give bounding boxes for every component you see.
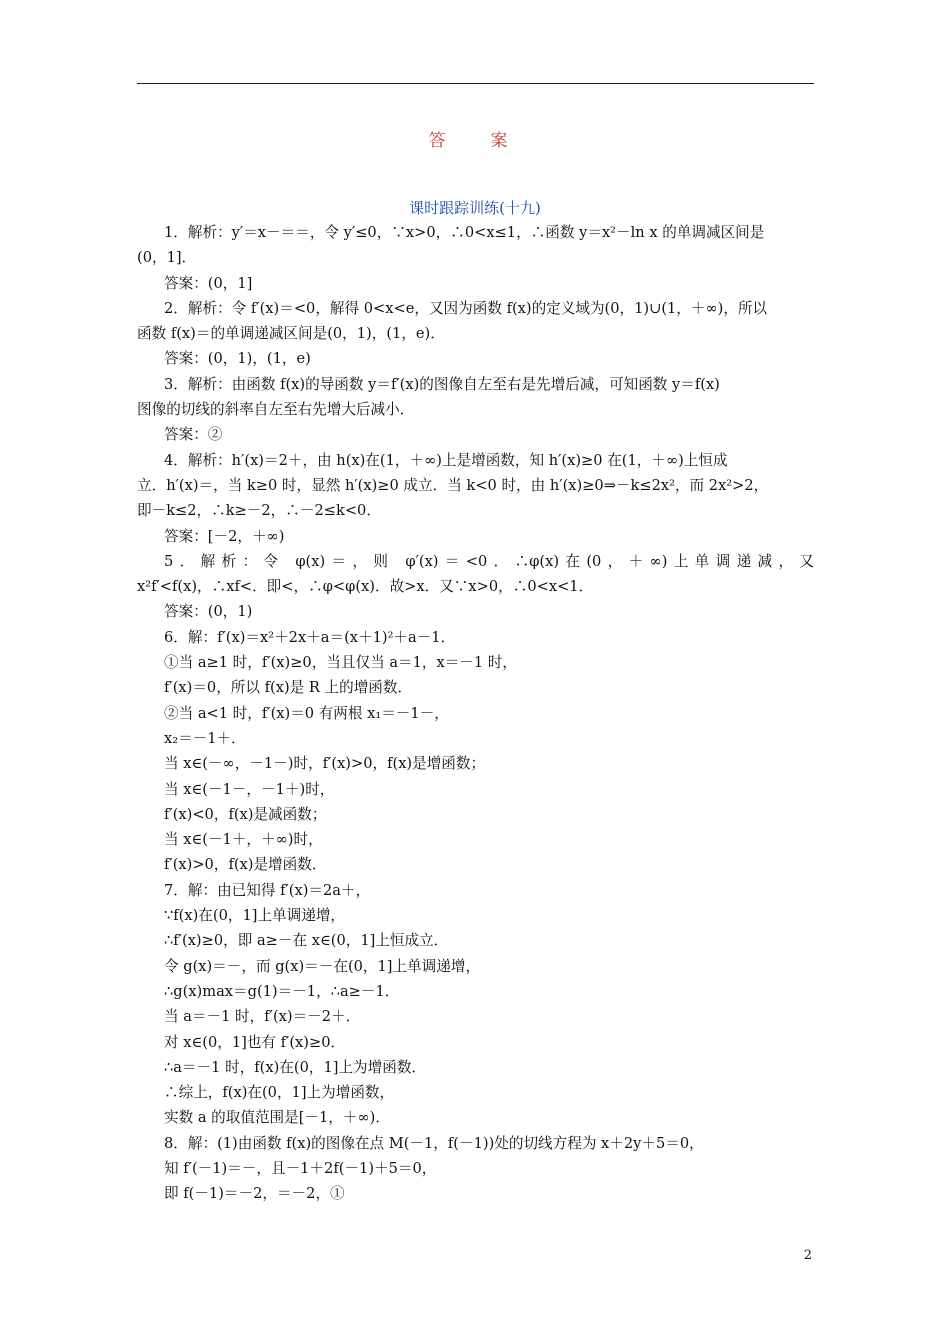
text-line: 函数 f(x)＝的单调递减区间是(0，1)，(1，e)． <box>137 325 445 343</box>
text-line: x₂＝－1＋． <box>164 729 246 747</box>
text-line: 立．h′(x)＝，当 k≥0 时，显然 h′(x)≥0 成立．当 k<0 时，由 h′(x)≥0⇒－k≤2x²，而 2x²>2， <box>137 476 769 494</box>
text-line: x²f′<f(x)，∴xf<．即<，∴φ<φ(x)．故>x．又∵x>0，∴0<x<1． <box>137 578 594 596</box>
text-line: 1．解析：y′＝x－＝＝，令 y′≤0，∵x>0，∴0<x≤1，∴函数 y＝x²－ln x 的单调减区间是 <box>164 224 765 241</box>
text-line: 7．解：由已知得 f′(x)＝2a＋， <box>164 881 371 899</box>
answer-body <box>137 220 814 1207</box>
text-line: ∴a＝－1 时，f(x)在(0，1]上为增函数． <box>164 1058 427 1076</box>
page-number: 2 <box>803 1248 812 1263</box>
text-line: f′(x)<0，f(x)是减函数； <box>164 805 327 823</box>
text-line: 8．解：(1)由函数 f(x)的图像在点 M(－1，f(－1))处的切线方程为 x＋2y＋5＝0， <box>164 1134 704 1152</box>
text-line: 答案：(0，1)，(1，e) <box>164 350 311 368</box>
text-line: 答案：(0，1] <box>164 274 253 292</box>
section-title: 课时跟踪训练(十九) <box>409 199 541 217</box>
header-rule <box>137 83 814 84</box>
text-line: 答案：(0，1) <box>164 603 253 621</box>
text-line: 对 x∈(0，1]也有 f′(x)≥0． <box>164 1033 346 1051</box>
text-line: 当 x∈(－1－，－1＋)时， <box>164 780 335 798</box>
text-line: 3．解析：由函数 f(x)的导函数 y＝f′(x)的图像自左至右是先增后减，可知函数 y＝f(x) <box>164 375 720 393</box>
text-line: (0，1]． <box>137 249 197 267</box>
text-line: 图像的切线的斜率自左至右先增大后减小． <box>137 401 415 419</box>
text-line: f′(x)>0，f(x)是增函数． <box>164 856 327 874</box>
text-line: 4．解析：h′(x)＝2＋，由 h(x)在(1，＋∞)上是增函数，知 h′(x)≥0 在(1，＋∞)上恒成 <box>164 451 728 469</box>
text-line: 当 x∈(－1＋，＋∞)时， <box>164 831 323 849</box>
text-line: ∵f(x)在(0，1]上单调递增， <box>164 907 346 925</box>
text-line: 答案：[－2，＋∞) <box>164 527 285 545</box>
text-line: f′(x)＝0，所以 f(x)是 R 上的增函数． <box>164 679 413 697</box>
page-title: 答 案 <box>428 131 522 151</box>
text-line: 5．解析：令 φ(x)＝，则 φ′(x)＝<0．∴φ(x)在(0，＋∞)上单调递减，又 <box>164 552 814 570</box>
text-line: 令 g(x)＝－，而 g(x)＝－在(0，1]上单调递增， <box>164 957 481 975</box>
text-line: ∴g(x)max＝g(1)＝－1，∴a≥－1． <box>164 982 400 1000</box>
text-line: 即 f(－1)＝－2，＝－2，① <box>164 1185 345 1203</box>
text-line: 当 x∈(－∞，－1－)时，f′(x)>0，f(x)是增函数； <box>164 755 486 773</box>
text-line: 6．解：f′(x)＝x²＋2x＋a＝(x＋1)²＋a－1． <box>164 628 456 646</box>
text-line: 即－k≤2，∴k≥－2，∴－2≤k<0． <box>137 502 381 520</box>
text-line: 2．解析：令 f′(x)＝<0，解得 0<x<e，又因为函数 f(x)的定义域为(0，1)∪(1，＋∞)，所以 <box>164 299 768 317</box>
text-line: 当 a＝－1 时，f′(x)＝－2＋． <box>164 1008 361 1026</box>
text-line: ∴f′(x)≥0，即 a≥－在 x∈(0，1]上恒成立． <box>164 932 449 950</box>
text-line: 答案：② <box>164 426 223 444</box>
text-line: ∴综上，f(x)在(0，1]上为增函数， <box>164 1084 395 1102</box>
text-line: 实数 a 的取值范围是[－1，＋∞)． <box>164 1109 390 1127</box>
text-line: 知 f′(－1)＝－，且－1＋2f(－1)＋5＝0， <box>164 1159 437 1177</box>
text-line: ②当 a<1 时，f′(x)＝0 有两根 x₁＝－1－， <box>164 704 449 722</box>
text-line: ①当 a≥1 时，f′(x)≥0，当且仅当 a＝1，x＝－1 时， <box>164 654 518 672</box>
